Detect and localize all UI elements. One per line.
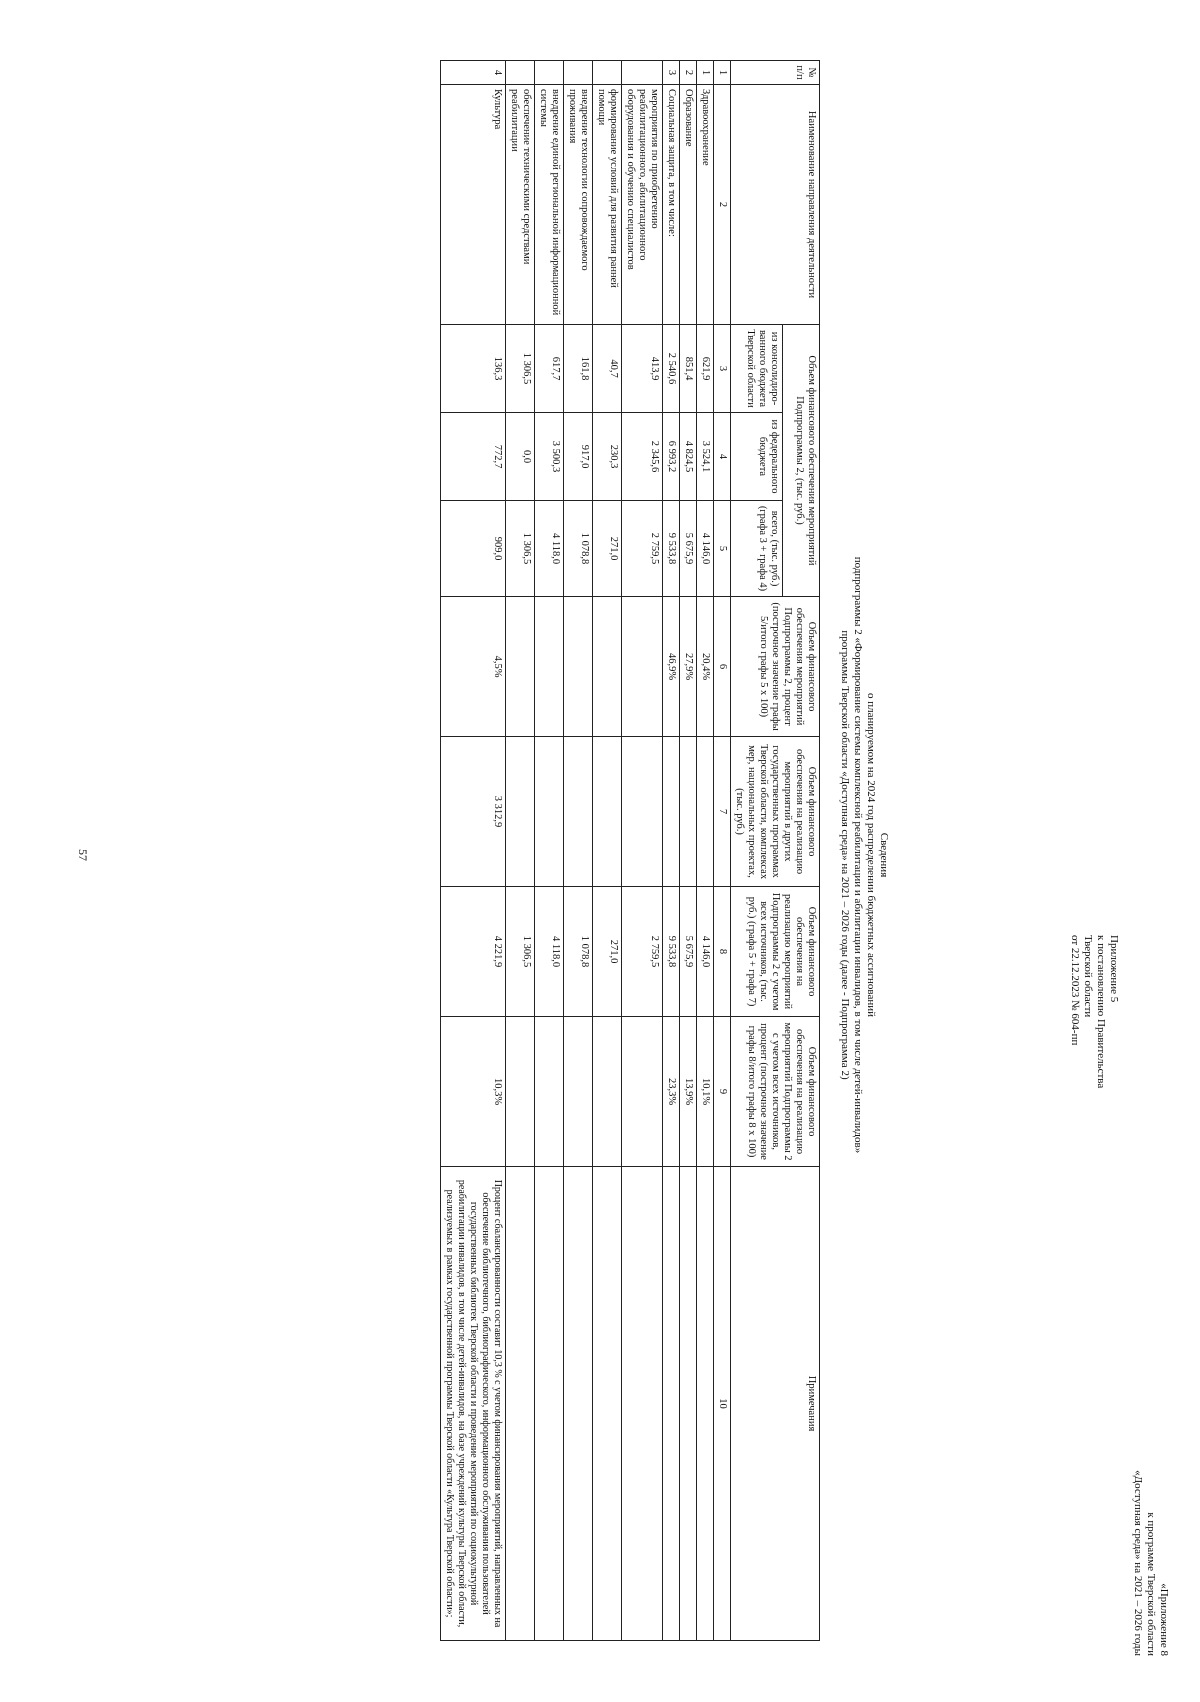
column-number: 4 (714, 413, 731, 501)
row-num: 2 (680, 61, 697, 85)
budget-table (440, 60, 820, 1641)
header-col8: Объем финансового обеспечения на реализацию мероприятий Подпрограммы 2 с учетом всех источников, (тыс. руб.) (графа 5 + графа 7) (731, 887, 820, 1017)
table-row (663, 61, 680, 1641)
header-col6: Объем финансового обеспечения мероприятий Подпрограммы 2, процент (построчное значение графы 5/итого графы 5 х 100) (731, 597, 820, 737)
table-row (564, 61, 593, 1641)
cell-col5: 1 078,8 (564, 501, 593, 597)
cell-col7 (697, 737, 714, 887)
cell-col10 (506, 1167, 535, 1641)
column-number-row (714, 61, 731, 1641)
column-number: 10 (714, 1167, 731, 1641)
cell-col3: 161,8 (564, 325, 593, 413)
cell-col4: 3 524,1 (697, 413, 714, 501)
row-name: Культура (441, 85, 506, 325)
cell-col4: 230,3 (593, 413, 622, 501)
row-num: 3 (663, 61, 680, 85)
header-name: Наименование направления деятельности (731, 85, 820, 325)
appendix-5-line: к постановлению Правительства (1095, 935, 1107, 1089)
row-num (535, 61, 564, 85)
cell-col5: 909,0 (441, 501, 506, 597)
cell-col4: 2 345,6 (622, 413, 663, 501)
cell-col9 (622, 1017, 663, 1167)
row-name: внедрение единой региональной информационной системы (535, 85, 564, 325)
appendix-5-header (1068, 935, 1120, 1088)
header-col10: Примечания (731, 1167, 820, 1641)
cell-col10 (593, 1167, 622, 1641)
cell-col8: 4 146,0 (697, 887, 714, 1017)
cell-col8: 5 675,9 (680, 887, 697, 1017)
cell-col3: 621,9 (697, 325, 714, 413)
cell-col10 (622, 1167, 663, 1641)
cell-col9 (535, 1017, 564, 1167)
cell-col4: 917,0 (564, 413, 593, 501)
cell-col5: 271,0 (593, 501, 622, 597)
table-row (622, 61, 663, 1641)
table-row (441, 61, 506, 1641)
cell-col6: 46,9% (663, 597, 680, 737)
appendix-8-line: «Приложение 8 (1158, 1583, 1170, 1656)
column-number: 1 (714, 61, 731, 85)
header-col4: из федерального бюджета (731, 413, 783, 501)
cell-col4: 3 500,3 (535, 413, 564, 501)
row-name: формирование условий для развития ранней помощи (593, 85, 622, 325)
title-line: Сведения (878, 832, 890, 878)
header-num: № п/п (731, 61, 820, 85)
header-col3: из консолидиро-ванного бюджета Тверской области (731, 325, 783, 413)
title-line: подпрограммы 2 «Формирование системы комплексной реабилитации и абилитации инвалидов, в том числе детей-инвалидов» (852, 556, 864, 1154)
table-row (535, 61, 564, 1641)
cell-col3: 851,4 (680, 325, 697, 413)
cell-col8: 4 118,0 (535, 887, 564, 1017)
cell-col10 (680, 1167, 697, 1641)
header-col7: Объем финансового обеспечения на реализацию мероприятий в других государственных программах Тверской области, комплексах мер, национальных проектах, (тыс. руб.) (731, 737, 820, 887)
table-row (506, 61, 535, 1641)
table-row (593, 61, 622, 1641)
row-name: Социальная защита, в том числе: (663, 85, 680, 325)
title-line: программы Тверской области «Доступная среда» на 2021 – 2026 годы (далее - Подпрограмма 2) (839, 630, 851, 1080)
cell-col8: 1 306,5 (506, 887, 535, 1017)
table-row (680, 61, 697, 1641)
cell-col7 (663, 737, 680, 887)
cell-col10: Процент сбалансированности составит 10,3 % с учетом финансирования мероприятий, направленных на обеспечение библиотечного, библиографического, информационного обслуживания пользователей государственных библиотек Тверской области и проведение мероприятий по социокультурной реабилитации инвалидов, в том числе детей-инвалидов, на базе учреждений культуры Тверской области, реализуемых в рамках государственной программы Тверской области «Культура Тверской области»; (441, 1167, 506, 1641)
cell-col7 (535, 737, 564, 887)
header-col5: всего, (тыс. руб.) (графа 3 + графа 4) (731, 501, 783, 597)
cell-col6 (564, 597, 593, 737)
cell-col5: 2 759,5 (622, 501, 663, 597)
cell-col5: 4 118,0 (535, 501, 564, 597)
cell-col9 (564, 1017, 593, 1167)
row-name: обеспечение техническими средствами реабилитации (506, 85, 535, 325)
cell-col9: 23,3% (663, 1017, 680, 1167)
cell-col3: 617,7 (535, 325, 564, 413)
cell-col8: 1 078,8 (564, 887, 593, 1017)
column-number: 2 (714, 85, 731, 325)
cell-col9 (506, 1017, 535, 1167)
cell-col4: 0,0 (506, 413, 535, 501)
column-number: 6 (714, 597, 731, 737)
row-num (564, 61, 593, 85)
cell-col8: 9 533,8 (663, 887, 680, 1017)
cell-col5: 5 675,9 (680, 501, 697, 597)
rotated-page (20, 30, 1180, 1680)
row-num (622, 61, 663, 85)
cell-col10 (535, 1167, 564, 1641)
cell-col10 (697, 1167, 714, 1641)
title-line: о планируемом на 2024 год распределении бюджетных ассигнований (865, 692, 877, 1018)
appendix-8-header (1131, 1470, 1170, 1656)
cell-col3: 136,3 (441, 325, 506, 413)
cell-col8: 4 221,9 (441, 887, 506, 1017)
header-col9: Объем финансового обеспечения на реализацию мероприятий Подпрограммы 2 с учетом всех источников, процент (построчное значение графы 8/итого графы 8 х 100) (731, 1017, 820, 1167)
row-num (593, 61, 622, 85)
cell-col9: 10,3% (441, 1017, 506, 1167)
cell-col10 (663, 1167, 680, 1641)
cell-col6: 20,4% (697, 597, 714, 737)
column-number: 3 (714, 325, 731, 413)
cell-col6: 27,9% (680, 597, 697, 737)
cell-col7 (564, 737, 593, 887)
cell-col9 (593, 1017, 622, 1167)
cell-col6 (506, 597, 535, 737)
header-group-funding: Объем финансового обеспечения мероприятий Подпрограммы 2, (тыс. руб.) (783, 325, 820, 597)
cell-col5: 1 306,5 (506, 501, 535, 597)
cell-col9: 13,9% (680, 1017, 697, 1167)
column-number: 8 (714, 887, 731, 1017)
document-title (838, 30, 890, 1680)
cell-col5: 4 146,0 (697, 501, 714, 597)
cell-col8: 271,0 (593, 887, 622, 1017)
appendix-5-line: от 22.12.2023 № 604-пп (1069, 935, 1081, 1046)
appendix-5-line: Приложение 5 (1108, 935, 1120, 1003)
cell-col10 (564, 1167, 593, 1641)
row-num: 4 (441, 61, 506, 85)
row-name: мероприятия по приобретению реабилитационного, абилитационного оборудования и обучению специалистов (622, 85, 663, 325)
appendix-8-line: к программе Тверской области (1145, 1512, 1157, 1656)
appendix-8-line: «Доступная среда» на 2021 – 2026 годы (1132, 1470, 1144, 1656)
table-row (697, 61, 714, 1641)
column-number: 5 (714, 501, 731, 597)
cell-col3: 2 540,6 (663, 325, 680, 413)
row-name: Здравоохранение (697, 85, 714, 325)
column-number: 7 (714, 737, 731, 887)
cell-col7 (593, 737, 622, 887)
cell-col7: 3 312,9 (441, 737, 506, 887)
cell-col3: 413,9 (622, 325, 663, 413)
cell-col3: 1 306,5 (506, 325, 535, 413)
column-number: 9 (714, 1017, 731, 1167)
cell-col4: 4 824,5 (680, 413, 697, 501)
page-number: 57 (76, 849, 90, 861)
appendix-5-line: Тверской области (1082, 935, 1094, 1018)
cell-col6 (593, 597, 622, 737)
cell-col9: 10,1% (697, 1017, 714, 1167)
cell-col4: 772,7 (441, 413, 506, 501)
cell-col3: 40,7 (593, 325, 622, 413)
row-num (506, 61, 535, 85)
cell-col6 (622, 597, 663, 737)
cell-col8: 2 759,5 (622, 887, 663, 1017)
cell-col7 (506, 737, 535, 887)
cell-col6: 4,5% (441, 597, 506, 737)
cell-col7 (680, 737, 697, 887)
row-num: 1 (697, 61, 714, 85)
cell-col6 (535, 597, 564, 737)
row-name: Образование (680, 85, 697, 325)
cell-col4: 6 993,2 (663, 413, 680, 501)
cell-col7 (622, 737, 663, 887)
cell-col5: 9 533,8 (663, 501, 680, 597)
row-name: внедрение технологии сопровождаемого проживания (564, 85, 593, 325)
